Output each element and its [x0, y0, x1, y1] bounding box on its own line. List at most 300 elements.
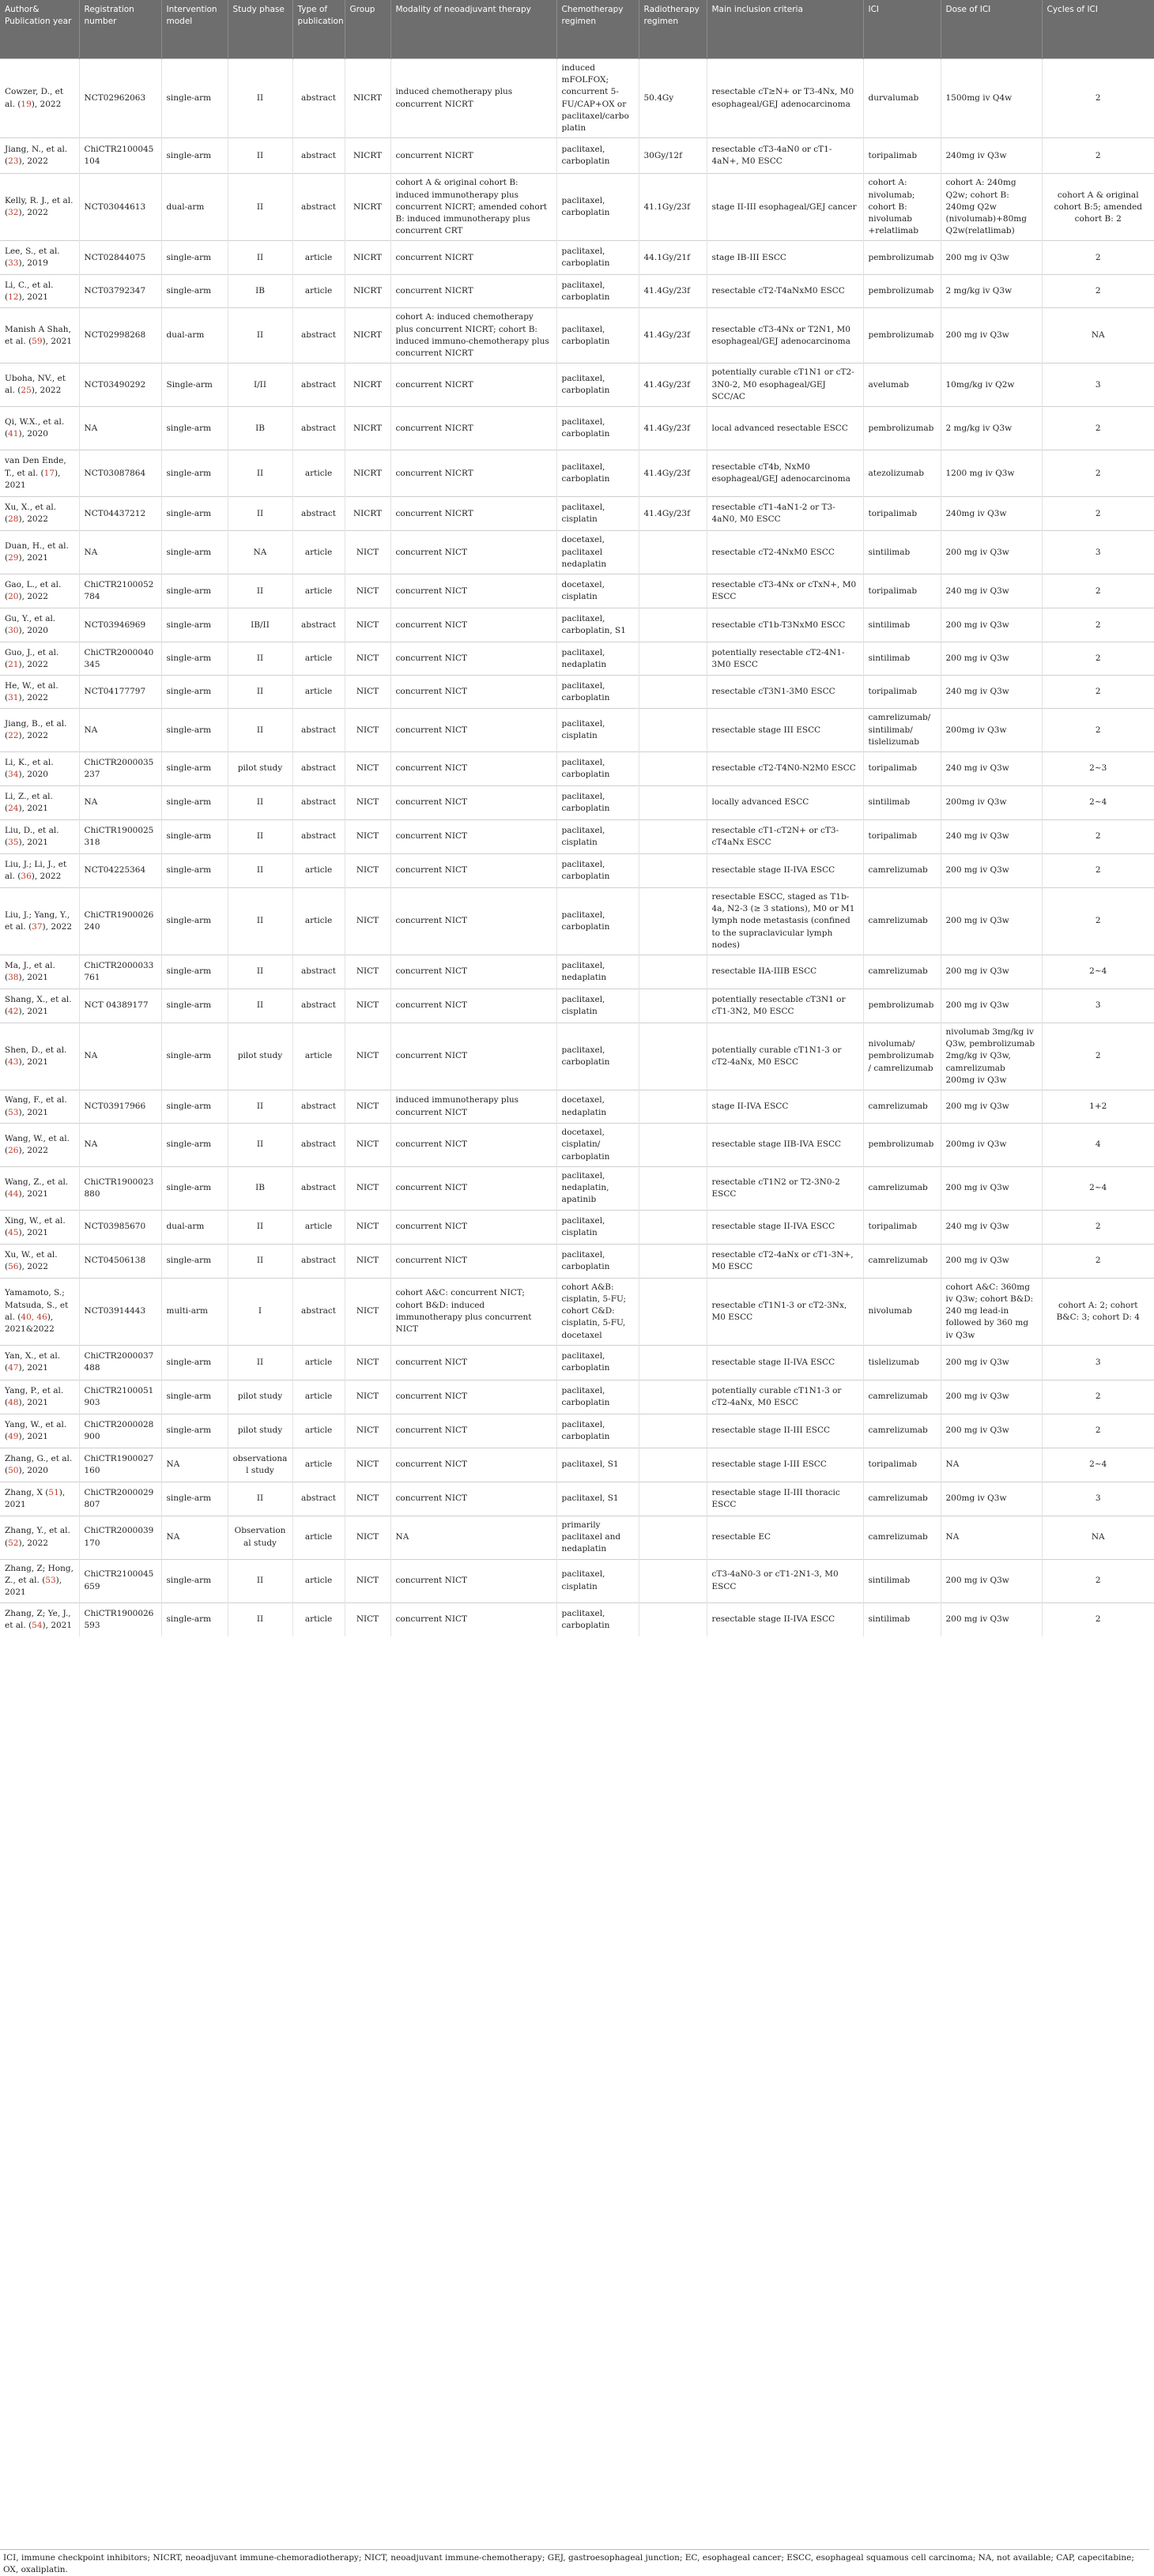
- model-cell: single-arm: [161, 531, 228, 574]
- criteria-cell: resectable cT1N2 or T2-3N0-2 ESCC: [707, 1166, 863, 1210]
- author-cell: [0, 497, 79, 531]
- author-cell: [0, 1244, 79, 1278]
- modality-cell: concurrent NICT: [390, 853, 556, 887]
- phase-cell: II: [228, 1090, 292, 1124]
- criteria-cell: resectable stage III ESCC: [707, 709, 863, 752]
- dose-cell: 200 mg iv Q3w: [941, 1559, 1042, 1602]
- dose-cell: 200mg iv Q3w: [941, 709, 1042, 752]
- modality-cell: concurrent NICT: [390, 1559, 556, 1602]
- radio-cell: [639, 989, 707, 1023]
- radio-cell: [639, 1278, 707, 1345]
- cycles-cell: 3: [1042, 1345, 1154, 1380]
- radio-cell: [639, 608, 707, 642]
- modality-cell: concurrent NICT: [390, 608, 556, 642]
- ici-cell: sintilimab: [863, 608, 941, 642]
- model-cell: single-arm: [161, 676, 228, 709]
- author-text: Xu, W., et al. (: [5, 1249, 58, 1271]
- reference-link[interactable]: 43: [8, 1057, 19, 1068]
- header-cycles: Cycles of ICI: [1042, 0, 1154, 59]
- criteria-cell: stage IB-III ESCC: [707, 241, 863, 275]
- reference-link[interactable]: 21: [8, 659, 19, 669]
- modality-cell: concurrent NICT: [390, 1244, 556, 1278]
- cycles-cell: 3: [1042, 531, 1154, 574]
- dose-cell: 240 mg iv Q3w: [941, 751, 1042, 785]
- author-cell: [0, 1166, 79, 1210]
- reference-link[interactable]: 28: [8, 514, 19, 525]
- author-cell: [0, 275, 79, 308]
- chemo-cell: paclitaxel, nedaplatin, apatinib: [556, 1166, 639, 1210]
- radio-cell: 41.1Gy/23f: [639, 174, 707, 241]
- reference-link[interactable]: 34: [8, 769, 19, 779]
- model-cell: single-arm: [161, 642, 228, 676]
- header-inclusion-criteria: Main inclusion criteria: [707, 0, 863, 59]
- cycles-cell: 2: [1042, 887, 1154, 955]
- dose-cell: 240mg iv Q3w: [941, 497, 1042, 531]
- group-cell: NICT: [345, 1278, 390, 1345]
- chemo-cell: docetaxel, paclitaxel nedaplatin: [556, 531, 639, 574]
- publication-year-text: ), 2020: [18, 429, 48, 439]
- registration-cell: NCT03490292: [79, 363, 161, 407]
- registration-cell: NA: [79, 407, 161, 450]
- table-row: [0, 955, 1154, 989]
- author-text: Li, K., et al. (: [5, 757, 54, 779]
- phase-cell: I: [228, 1278, 292, 1345]
- publication-cell: article: [292, 574, 345, 608]
- author-cell: [0, 853, 79, 887]
- phase-cell: II: [228, 138, 292, 174]
- publication-year-text: ), 2021: [18, 1188, 48, 1199]
- author-text: Gao, L., et al. (: [5, 580, 62, 602]
- registration-cell: ChiCTR2000037488: [79, 1345, 161, 1380]
- dose-cell: 240 mg iv Q3w: [941, 819, 1042, 853]
- ici-cell: durvalumab: [863, 59, 941, 138]
- chemo-cell: paclitaxel, carboplatin: [556, 1380, 639, 1414]
- chemo-cell: paclitaxel, carboplatin: [556, 241, 639, 275]
- group-cell: NICT: [345, 1023, 390, 1090]
- registration-cell: NCT02998268: [79, 308, 161, 363]
- criteria-cell: resectable cT≥N+ or T3-4Nx, M0 esophageal/GEJ adenocarcinoma: [707, 59, 863, 138]
- publication-year-text: ), 2021: [42, 1620, 73, 1630]
- reference-link[interactable]: 44: [8, 1188, 19, 1199]
- reference-link[interactable]: 12: [8, 292, 19, 302]
- modality-cell: concurrent NICT: [390, 642, 556, 676]
- publication-cell: abstract: [292, 955, 345, 989]
- table-row: [0, 819, 1154, 853]
- author-text: Guo, J., et al. (: [5, 647, 59, 669]
- reference-link[interactable]: 17: [43, 468, 55, 478]
- author-text: Zhang, X (: [5, 1487, 49, 1497]
- reference-link[interactable]: 37: [32, 921, 43, 932]
- modality-cell: concurrent NICRT: [390, 363, 556, 407]
- registration-cell: ChiCTR1900027160: [79, 1448, 161, 1482]
- header-row: [0, 0, 1154, 59]
- publication-cell: article: [292, 1414, 345, 1448]
- radio-cell: [639, 1559, 707, 1602]
- chemo-cell: paclitaxel, cisplatin: [556, 1559, 639, 1602]
- table-row: [0, 751, 1154, 785]
- modality-cell: concurrent NICT: [390, 1023, 556, 1090]
- author-cell: [0, 574, 79, 608]
- ici-cell: toripalimab: [863, 1210, 941, 1244]
- group-cell: NICT: [345, 819, 390, 853]
- dose-cell: 200 mg iv Q3w: [941, 887, 1042, 955]
- reference-link[interactable]: 50: [8, 1465, 19, 1475]
- publication-cell: article: [292, 1023, 345, 1090]
- registration-cell: NCT02962063: [79, 59, 161, 138]
- table-row: [0, 1345, 1154, 1380]
- modality-cell: concurrent NICT: [390, 709, 556, 752]
- cycles-cell: 2: [1042, 497, 1154, 531]
- dose-cell: cohort A&C: 360mg iv Q3w; cohort B&D: 240 mg lead-in followed by 360 mg iv Q3w: [941, 1278, 1042, 1345]
- registration-cell: NA: [79, 785, 161, 819]
- reference-link[interactable]: 53: [8, 1107, 19, 1117]
- author-cell: [0, 955, 79, 989]
- publication-cell: article: [292, 1380, 345, 1414]
- reference-link[interactable]: 41: [8, 429, 19, 439]
- group-cell: NICT: [345, 1380, 390, 1414]
- publication-cell: abstract: [292, 407, 345, 450]
- model-cell: single-arm: [161, 1559, 228, 1602]
- radio-cell: [639, 1448, 707, 1482]
- reference-link[interactable]: 51: [48, 1487, 59, 1497]
- author-cell: [0, 1414, 79, 1448]
- ici-cell: pembrolizumab: [863, 1124, 941, 1167]
- criteria-cell: stage II-IVA ESCC: [707, 1090, 863, 1124]
- reference-link[interactable]: 31: [8, 692, 19, 702]
- modality-cell: concurrent NICT: [390, 785, 556, 819]
- ici-cell: camrelizumab: [863, 1414, 941, 1448]
- chemo-cell: primarily paclitaxel and nedaplatin: [556, 1516, 639, 1559]
- criteria-cell: local advanced resectable ESCC: [707, 407, 863, 450]
- model-cell: NA: [161, 1516, 228, 1559]
- table-row: [0, 1124, 1154, 1167]
- table-row: [0, 138, 1154, 174]
- table-row: [0, 531, 1154, 574]
- ici-cell: sintilimab: [863, 1602, 941, 1636]
- phase-cell: II: [228, 497, 292, 531]
- author-cell: [0, 531, 79, 574]
- ici-cell: pembrolizumab: [863, 308, 941, 363]
- model-cell: single-arm: [161, 407, 228, 450]
- author-cell: [0, 1090, 79, 1124]
- reference-link[interactable]: 48: [8, 1397, 19, 1407]
- table-row: [0, 363, 1154, 407]
- cycles-cell: 3: [1042, 363, 1154, 407]
- registration-cell: NCT03087864: [79, 450, 161, 497]
- criteria-cell: resectable cT1N1-3 or cT2-3Nx, M0 ESCC: [707, 1278, 863, 1345]
- reference-link[interactable]: 33: [8, 258, 19, 269]
- reference-link[interactable]: 45: [8, 1227, 19, 1237]
- author-cell: [0, 1380, 79, 1414]
- reference-link[interactable]: 24: [8, 803, 19, 813]
- chemo-cell: paclitaxel, carboplatin: [556, 785, 639, 819]
- ici-cell: pembrolizumab: [863, 407, 941, 450]
- reference-link[interactable]: 35: [8, 837, 19, 847]
- cycles-cell: 2: [1042, 608, 1154, 642]
- cycles-cell: 3: [1042, 989, 1154, 1023]
- phase-cell: II: [228, 955, 292, 989]
- registration-cell: NA: [79, 531, 161, 574]
- header-group: Group: [345, 0, 390, 59]
- group-cell: NICT: [345, 955, 390, 989]
- publication-year-text: ), 2022: [18, 1261, 48, 1271]
- ici-cell: toripalimab: [863, 497, 941, 531]
- reference-link[interactable]: 47: [8, 1363, 19, 1373]
- ici-cell: pembrolizumab: [863, 989, 941, 1023]
- publication-year-text: ), 2021: [5, 1487, 66, 1509]
- registration-cell: NCT03044613: [79, 174, 161, 241]
- criteria-cell: resectable cT4b, NxM0 esophageal/GEJ adenocarcinoma: [707, 450, 863, 497]
- reference-link[interactable]: 56: [8, 1261, 19, 1271]
- radio-cell: [639, 1210, 707, 1244]
- table-header: [0, 0, 1154, 59]
- reference-link[interactable]: 59: [32, 336, 43, 346]
- reference-link[interactable]: 42: [8, 1007, 19, 1017]
- modality-cell: cohort A&C: concurrent NICT; cohort B&D: induced immunotherapy plus concurrent NICT: [390, 1278, 556, 1345]
- cycles-cell: 2: [1042, 1559, 1154, 1602]
- modality-cell: concurrent NICT: [390, 1414, 556, 1448]
- group-cell: NICT: [345, 1559, 390, 1602]
- publication-year-text: ), 2021: [18, 1363, 48, 1373]
- registration-cell: NA: [79, 709, 161, 752]
- publication-year-text: ), 2021: [18, 553, 48, 563]
- reference-link[interactable]: 36: [21, 871, 32, 881]
- model-cell: single-arm: [161, 241, 228, 275]
- group-cell: NICRT: [345, 275, 390, 308]
- radio-cell: 41.4Gy/23f: [639, 497, 707, 531]
- phase-cell: II: [228, 1482, 292, 1516]
- phase-cell: II: [228, 574, 292, 608]
- criteria-cell: resectable stage II-IVA ESCC: [707, 1210, 863, 1244]
- reference-link[interactable]: 19: [21, 99, 32, 109]
- group-cell: NICT: [345, 608, 390, 642]
- chemo-cell: paclitaxel, carboplatin: [556, 1244, 639, 1278]
- reference-link[interactable]: 32: [8, 208, 19, 218]
- publication-year-text: ), 2022: [42, 921, 73, 932]
- dose-cell: 2 mg/kg iv Q3w: [941, 407, 1042, 450]
- publication-cell: abstract: [292, 1244, 345, 1278]
- publication-year-text: ), 2022: [18, 659, 48, 669]
- model-cell: single-arm: [161, 751, 228, 785]
- phase-cell: Observational study: [228, 1516, 292, 1559]
- author-cell: [0, 676, 79, 709]
- ici-cell: camrelizumab: [863, 1516, 941, 1559]
- group-cell: NICT: [345, 751, 390, 785]
- publication-year-text: ), 2021: [42, 336, 73, 346]
- author-text: Qi, W.X., et al. (: [5, 417, 65, 439]
- modality-cell: concurrent NICT: [390, 531, 556, 574]
- criteria-cell: resectable cT2-4NxM0 ESCC: [707, 531, 863, 574]
- reference-link[interactable]: 25: [21, 386, 32, 396]
- ici-cell: toripalimab: [863, 138, 941, 174]
- phase-cell: II: [228, 853, 292, 887]
- publication-year-text: ), 2022: [18, 1538, 48, 1548]
- model-cell: single-arm: [161, 853, 228, 887]
- modality-cell: concurrent NICT: [390, 574, 556, 608]
- radio-cell: 41.4Gy/23f: [639, 275, 707, 308]
- publication-cell: abstract: [292, 59, 345, 138]
- radio-cell: [639, 709, 707, 752]
- criteria-cell: locally advanced ESCC: [707, 785, 863, 819]
- model-cell: single-arm: [161, 275, 228, 308]
- criteria-cell: resectable cT2-T4N0-N2M0 ESCC: [707, 751, 863, 785]
- registration-cell: ChiCTR2000029807: [79, 1482, 161, 1516]
- ici-cell: pembrolizumab: [863, 275, 941, 308]
- author-cell: [0, 241, 79, 275]
- radio-cell: 41.4Gy/23f: [639, 308, 707, 363]
- group-cell: NICRT: [345, 308, 390, 363]
- registration-cell: NCT02844075: [79, 241, 161, 275]
- author-cell: [0, 751, 79, 785]
- modality-cell: induced chemotherapy plus concurrent NICRT: [390, 59, 556, 138]
- reference-link[interactable]: 22: [8, 731, 19, 741]
- dose-cell: 200 mg iv Q3w: [941, 853, 1042, 887]
- author-text: Cowzer, D., et al. (: [5, 87, 64, 109]
- author-cell: [0, 642, 79, 676]
- reference-link[interactable]: 54: [32, 1620, 43, 1630]
- publication-year-text: ), 2022: [18, 692, 48, 702]
- header-registration: Registration number: [79, 0, 161, 59]
- model-cell: single-arm: [161, 574, 228, 608]
- reference-link[interactable]: 29: [8, 553, 19, 563]
- publication-cell: article: [292, 887, 345, 955]
- ici-cell: atezolizumab: [863, 450, 941, 497]
- dose-cell: 200 mg iv Q3w: [941, 1414, 1042, 1448]
- chemo-cell: paclitaxel, S1: [556, 1448, 639, 1482]
- publication-cell: article: [292, 1559, 345, 1602]
- table-row: [0, 407, 1154, 450]
- table-row: [0, 450, 1154, 497]
- model-cell: single-arm: [161, 955, 228, 989]
- publication-year-text: ), 2022: [31, 386, 62, 396]
- cycles-cell: 2: [1042, 59, 1154, 138]
- author-text: Xing, W., et al. (: [5, 1215, 66, 1237]
- publication-cell: article: [292, 642, 345, 676]
- publication-cell: abstract: [292, 1166, 345, 1210]
- dose-cell: 200 mg iv Q3w: [941, 531, 1042, 574]
- ici-cell: pembrolizumab: [863, 241, 941, 275]
- publication-year-text: ), 2021: [18, 837, 48, 847]
- publication-cell: article: [292, 275, 345, 308]
- author-cell: [0, 1482, 79, 1516]
- publication-cell: article: [292, 853, 345, 887]
- publication-year-text: ), 2019: [18, 258, 48, 269]
- phase-cell: II: [228, 308, 292, 363]
- phase-cell: pilot study: [228, 751, 292, 785]
- model-cell: single-arm: [161, 819, 228, 853]
- header-ici: ICI: [863, 0, 941, 59]
- group-cell: NICT: [345, 1345, 390, 1380]
- publication-cell: article: [292, 1516, 345, 1559]
- ici-cell: avelumab: [863, 363, 941, 407]
- chemo-cell: paclitaxel, cisplatin: [556, 819, 639, 853]
- reference-link[interactable]: 23: [8, 156, 19, 167]
- reference-link[interactable]: 38: [8, 973, 19, 983]
- radio-cell: [639, 955, 707, 989]
- group-cell: NICT: [345, 1124, 390, 1167]
- criteria-cell: resectable cT3N1-3M0 ESCC: [707, 676, 863, 709]
- phase-cell: NA: [228, 531, 292, 574]
- publication-cell: abstract: [292, 1278, 345, 1345]
- author-text: Liu, J.; Yang, Y., et al. (: [5, 910, 70, 932]
- table-row: [0, 1482, 1154, 1516]
- ici-cell: toripalimab: [863, 751, 941, 785]
- registration-cell: NCT04506138: [79, 1244, 161, 1278]
- chemo-cell: paclitaxel, carboplatin: [556, 275, 639, 308]
- model-cell: single-arm: [161, 1166, 228, 1210]
- publication-cell: article: [292, 1210, 345, 1244]
- group-cell: NICT: [345, 642, 390, 676]
- cycles-cell: 2: [1042, 275, 1154, 308]
- cycles-cell: 2: [1042, 1210, 1154, 1244]
- criteria-cell: resectable cT1-4aN1-2 or T3-4aN0, M0 ESCC: [707, 497, 863, 531]
- dose-cell: 1500mg iv Q4w: [941, 59, 1042, 138]
- reference-link[interactable]: 52: [8, 1538, 19, 1548]
- publication-cell: article: [292, 1448, 345, 1482]
- model-cell: single-arm: [161, 1482, 228, 1516]
- publication-year-text: ), 2021: [18, 1431, 48, 1441]
- registration-cell: NCT03985670: [79, 1210, 161, 1244]
- model-cell: single-arm: [161, 785, 228, 819]
- radio-cell: 30Gy/12f: [639, 138, 707, 174]
- dose-cell: 200 mg iv Q3w: [941, 1244, 1042, 1278]
- cycles-cell: 2: [1042, 407, 1154, 450]
- author-text: Wang, Z., et al. (: [5, 1177, 69, 1199]
- group-cell: NICT: [345, 1414, 390, 1448]
- reference-link[interactable]: 30: [8, 626, 19, 636]
- cycles-cell: 2: [1042, 1244, 1154, 1278]
- ici-cell: cohort A: nivolumab; cohort B: nivolumab +relatlimab: [863, 174, 941, 241]
- table-row: [0, 1278, 1154, 1345]
- reference-link[interactable]: 53: [45, 1575, 56, 1585]
- phase-cell: II: [228, 887, 292, 955]
- radio-cell: [639, 1482, 707, 1516]
- registration-cell: ChiCTR1900025318: [79, 819, 161, 853]
- reference-link[interactable]: 49: [8, 1431, 19, 1441]
- dose-cell: 200mg iv Q3w: [941, 785, 1042, 819]
- reference-link[interactable]: 40, 46: [21, 1312, 47, 1322]
- registration-cell: ChiCTR2000039170: [79, 1516, 161, 1559]
- group-cell: NICT: [345, 1210, 390, 1244]
- group-cell: NICT: [345, 785, 390, 819]
- publication-year-text: ), 2021: [5, 468, 61, 490]
- cycles-cell: 2: [1042, 241, 1154, 275]
- cycles-cell: 2~4: [1042, 1448, 1154, 1482]
- publication-cell: abstract: [292, 1090, 345, 1124]
- phase-cell: II: [228, 709, 292, 752]
- ici-cell: camrelizumab: [863, 1482, 941, 1516]
- cycles-cell: NA: [1042, 308, 1154, 363]
- model-cell: single-arm: [161, 1090, 228, 1124]
- author-text: Zhang, Z; Ye, J., et al. (: [5, 1608, 71, 1630]
- dose-cell: nivolumab 3mg/kg iv Q3w, pembrolizumab 2mg/kg iv Q3w, camrelizumab 200mg iv Q3w: [941, 1023, 1042, 1090]
- chemo-cell: paclitaxel, carboplatin: [556, 751, 639, 785]
- phase-cell: II: [228, 59, 292, 138]
- reference-link[interactable]: 26: [8, 1145, 19, 1155]
- criteria-cell: resectable stage II-IVA ESCC: [707, 1345, 863, 1380]
- author-cell: [0, 59, 79, 138]
- phase-cell: II: [228, 1124, 292, 1167]
- cycles-cell: 2: [1042, 1414, 1154, 1448]
- registration-cell: NCT04177797: [79, 676, 161, 709]
- author-cell: [0, 450, 79, 497]
- table-row: [0, 59, 1154, 138]
- author-cell: [0, 1345, 79, 1380]
- reference-link[interactable]: 20: [8, 592, 19, 602]
- ici-cell: tislelizumab: [863, 1345, 941, 1380]
- author-text: Yan, X., et al. (: [5, 1351, 61, 1373]
- model-cell: single-arm: [161, 1244, 228, 1278]
